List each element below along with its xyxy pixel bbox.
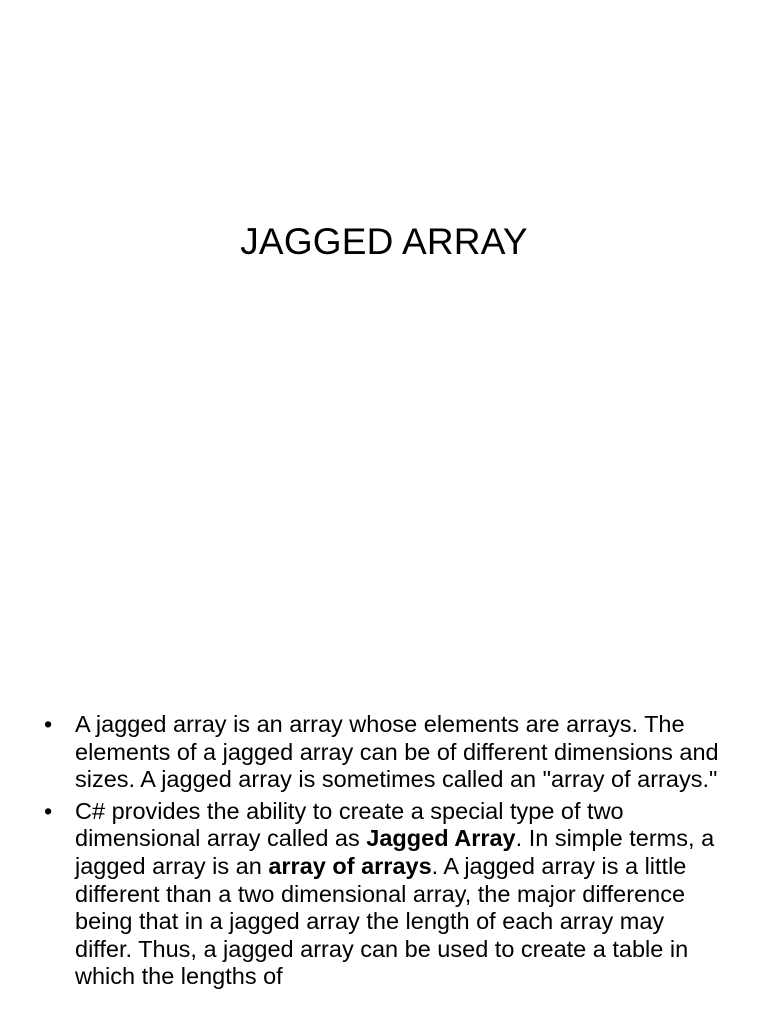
slide-title: JAGGED ARRAY bbox=[240, 221, 528, 262]
bullet-text bbox=[75, 798, 714, 990]
bullet-item bbox=[42, 798, 722, 991]
bullet-item bbox=[42, 711, 722, 794]
bold-term-array-of-arrays: array of arrays bbox=[268, 852, 432, 879]
bullet-text: A jagged array is an array whose elements are arrays. The elements of a jagged array can be of different dimensions and sizes. A jagged array is sometimes called an "array of arrays." bbox=[75, 711, 719, 793]
bullet-marker: • bbox=[44, 797, 53, 824]
bullet-text-segment: . In simple terms, a jagged array is an bbox=[75, 825, 715, 879]
bold-term-jagged-array: Jagged Array bbox=[366, 825, 516, 852]
bullet-text-segment: C# provides the ability to create a special type of two dimensional array called as bbox=[75, 797, 624, 852]
bullet-text-segment: . A jagged array is a little different than a two dimensional array, the major difference being that in a jagged array the length of each array may differ. Thus, a jagged array can be used to create a table in which the lengths of bbox=[75, 852, 689, 990]
bullet-marker: • bbox=[44, 711, 53, 737]
bullet-list bbox=[42, 711, 722, 995]
